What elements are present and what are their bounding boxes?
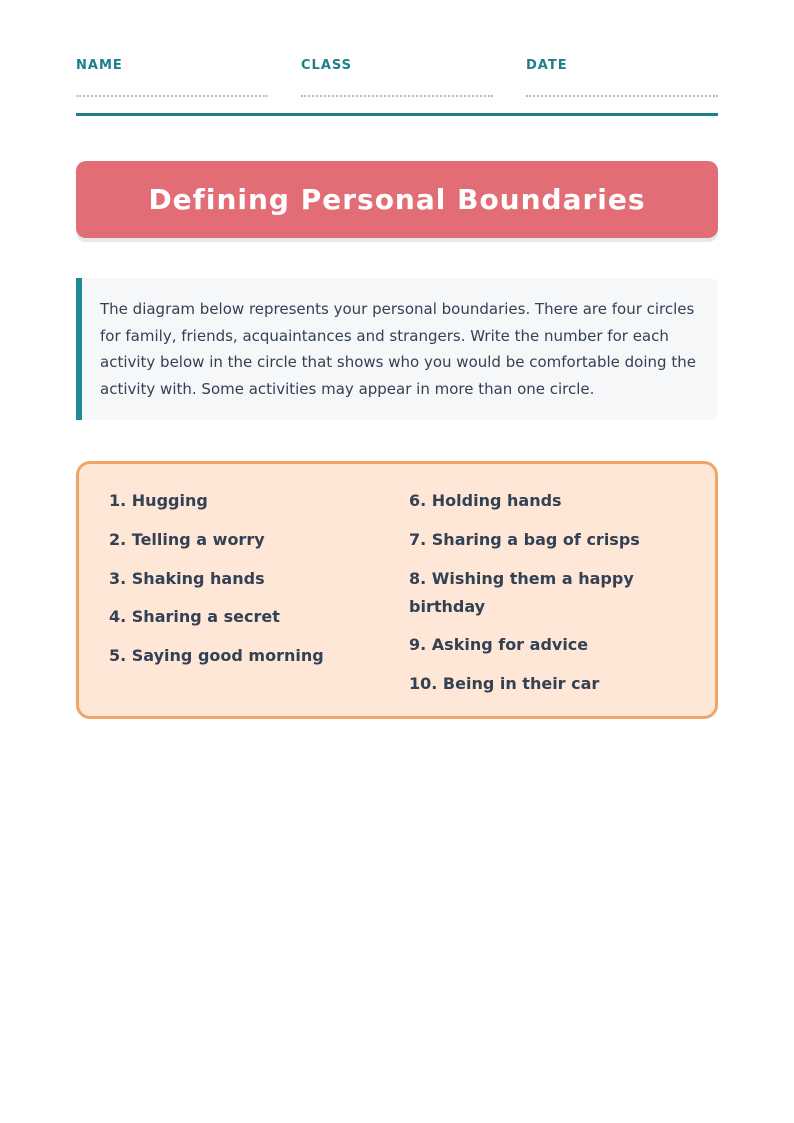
activity-item: 2. Telling a worry [109, 529, 265, 549]
activity-list-left [109, 487, 389, 681]
header-fields [76, 58, 718, 116]
date-label: DATE [526, 58, 568, 73]
date-line[interactable] [526, 95, 718, 97]
activity-item: 3. Shaking hands [109, 568, 265, 588]
activity-item: 9. Asking for advice [409, 635, 589, 655]
date-field[interactable] [526, 58, 718, 74]
activity-item: 10. Being in their car [409, 674, 600, 694]
title-banner [76, 161, 718, 238]
class-field[interactable] [301, 58, 493, 74]
activity-item: 5. Saying good morning [109, 646, 324, 666]
class-line[interactable] [301, 95, 493, 97]
name-field[interactable] [76, 58, 268, 74]
page-title: Defining Personal Boundaries [148, 183, 646, 216]
activity-list-box [76, 461, 718, 719]
activity-list-right [409, 487, 669, 709]
activity-item: 7. Sharing a bag of crisps [409, 529, 640, 549]
activity-item: 6. Holding hands [409, 491, 562, 510]
class-label: CLASS [301, 58, 353, 73]
activity-item: 8. Wishing them a happy birthday [409, 568, 634, 616]
instructions-box [76, 278, 718, 420]
name-label: NAME [76, 58, 123, 73]
activity-item: 4. Sharing a secret [109, 607, 280, 627]
name-line[interactable] [76, 95, 268, 97]
instructions-text: The diagram below represents your personal boundaries. There are four circles for family, friends, acquaintances and strangers. Write the number for each activity below in the circle that shows who you would be comfortable doing the activity with. Some activities may appear in more than one circle. [100, 300, 696, 399]
activity-item: 1. Hugging [109, 491, 208, 510]
